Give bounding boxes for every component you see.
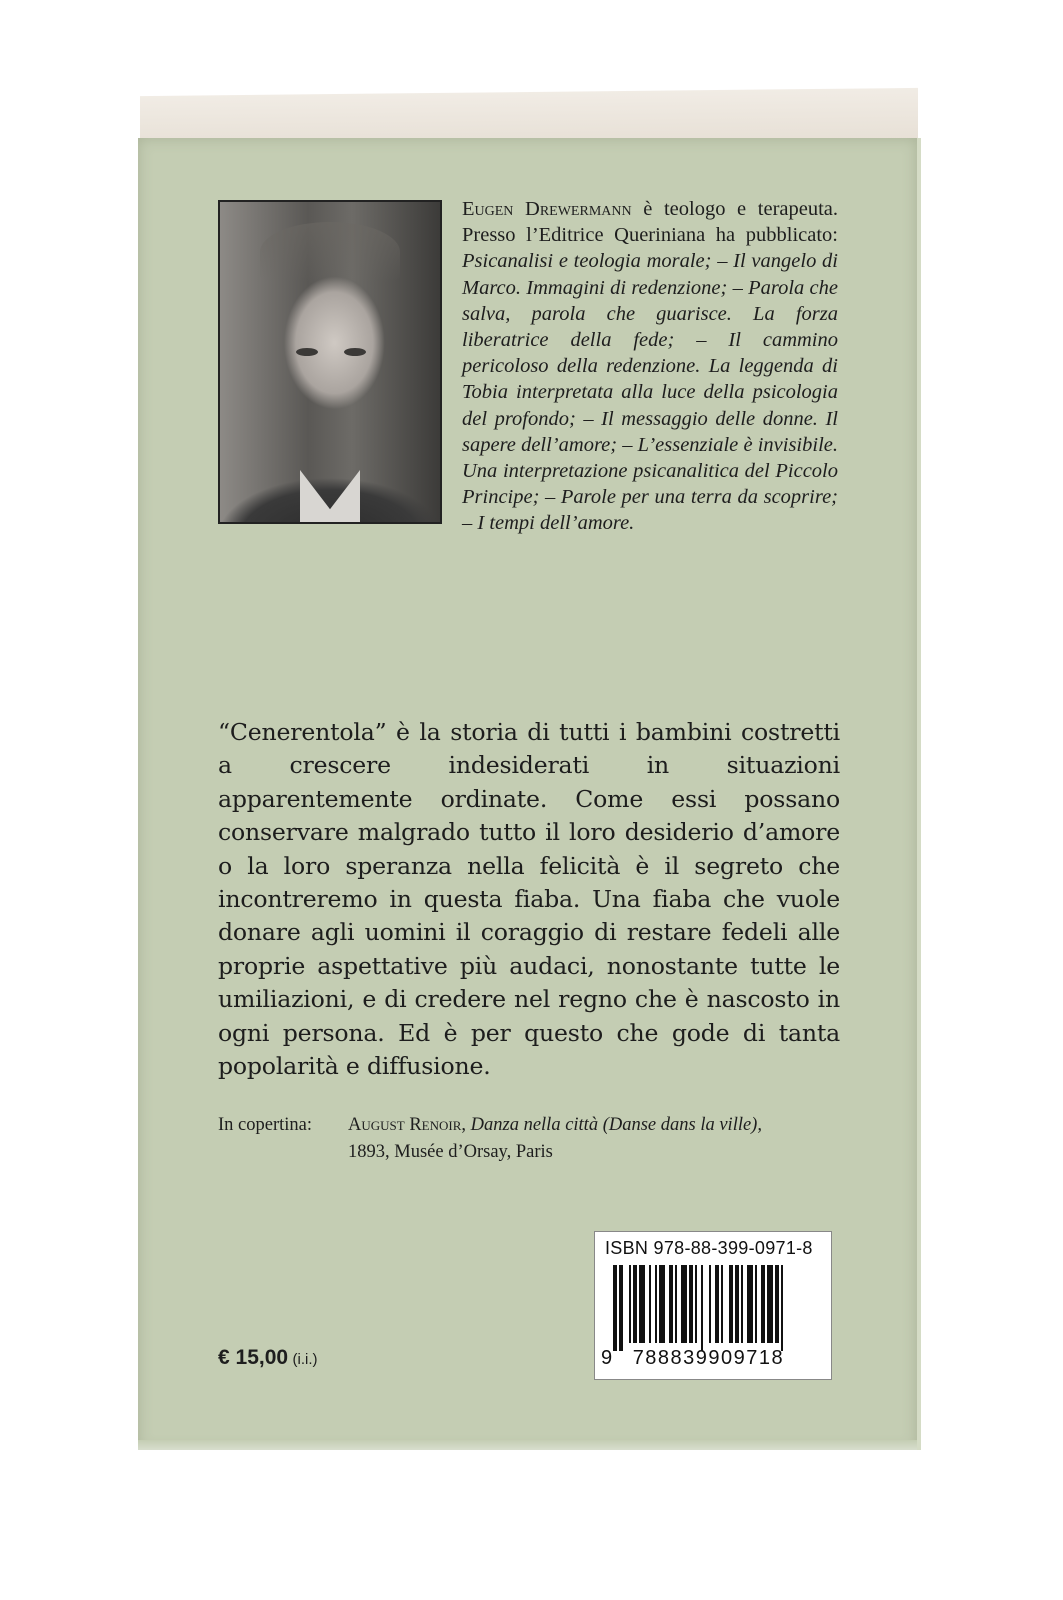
ean-digits — [601, 1347, 825, 1370]
barcode-bar — [689, 1265, 693, 1343]
isbn-number: ISBN 978-88-399-0971-8 — [605, 1238, 813, 1258]
author-name: Eugen Drewermann — [462, 198, 632, 220]
barcode-bar — [649, 1265, 651, 1343]
barcode-bar — [775, 1265, 779, 1343]
cover-work-title: Danza nella città (Danse dans la ville), — [470, 1115, 762, 1135]
barcode-bar — [675, 1265, 677, 1343]
barcode-bar — [701, 1265, 703, 1351]
barcode — [603, 1265, 823, 1351]
barcode-bar — [639, 1265, 645, 1343]
cover-credit-text — [348, 1112, 858, 1166]
ean-remaining-digits: 788839909718 — [632, 1347, 785, 1369]
barcode-bar — [669, 1265, 673, 1343]
back-cover — [138, 138, 921, 1450]
barcode-bar — [755, 1265, 757, 1343]
barcode-bar — [761, 1265, 765, 1343]
cover-artist: August Renoir, — [348, 1115, 467, 1135]
barcode-bar — [613, 1265, 617, 1351]
barcode-bar — [695, 1265, 697, 1343]
price-amount: € 15,00 — [218, 1346, 289, 1369]
cover-credit-label: In copertina: — [218, 1115, 312, 1135]
author-works: Psicanalisi e teologia morale; – Il vangelo di Marco. Immagini di redenzione; – Parola che salva, parola che guarisce. La forza liberatrice della fede; – Il cammino pericoloso della redenzione. La leggenda di Tobia interpretata alla luce della psicologia del profondo; – Il messaggio delle donne. Il sapere dell’amore; – L’essenziale è invisibile. Una interpretazione psicanalitica del Piccolo Principe; – Parole per una terra da scoprire; – I tempi dell’amore. — [462, 250, 838, 535]
price-tax-note: (i.i.) — [292, 1351, 318, 1368]
barcode-bar — [715, 1265, 719, 1343]
barcode-bar — [767, 1265, 773, 1343]
author-bio — [204, 196, 838, 537]
barcode-bar — [735, 1265, 739, 1343]
barcode-bar — [747, 1265, 753, 1343]
barcode-bar — [741, 1265, 743, 1343]
price — [218, 1346, 318, 1370]
barcode-bar — [781, 1265, 783, 1351]
barcode-bar — [709, 1265, 711, 1343]
barcode-bar — [629, 1265, 631, 1343]
author-intro: è teologo e terapeuta. Presso l’Editrice Queriniana ha pubblicato: — [462, 198, 839, 247]
ean-first-digit: 9 — [601, 1347, 614, 1369]
barcode-bar — [659, 1265, 665, 1343]
barcode-bar — [721, 1265, 723, 1343]
cover-work-details: 1893, Musée d’Orsay, Paris — [348, 1142, 553, 1162]
barcode-bar — [655, 1265, 657, 1343]
barcode-bar — [681, 1265, 687, 1343]
barcode-bar — [729, 1265, 733, 1343]
barcode-bar — [633, 1265, 637, 1343]
barcode-label — [594, 1231, 832, 1380]
barcode-bar — [619, 1265, 623, 1351]
book-blurb: “Cenerentola” è la storia di tutti i bambini costretti a crescere indesiderati in situazioni apparentemente ordinate. Come essi possano conservare malgrado tutto il loro desiderio d’amore o la loro speranza nella felicità è il segreto che incontreremo in questa fiaba. Una fiaba che vuole donare agli uomini il coraggio di restare fedeli alle proprie aspettative più audaci, nonostante tutte le umiliazioni, e di credere nel regno che è nascosto in ogni persona. Ed è per questo che gode di tanta popolarità e diffusione. — [218, 718, 840, 1081]
